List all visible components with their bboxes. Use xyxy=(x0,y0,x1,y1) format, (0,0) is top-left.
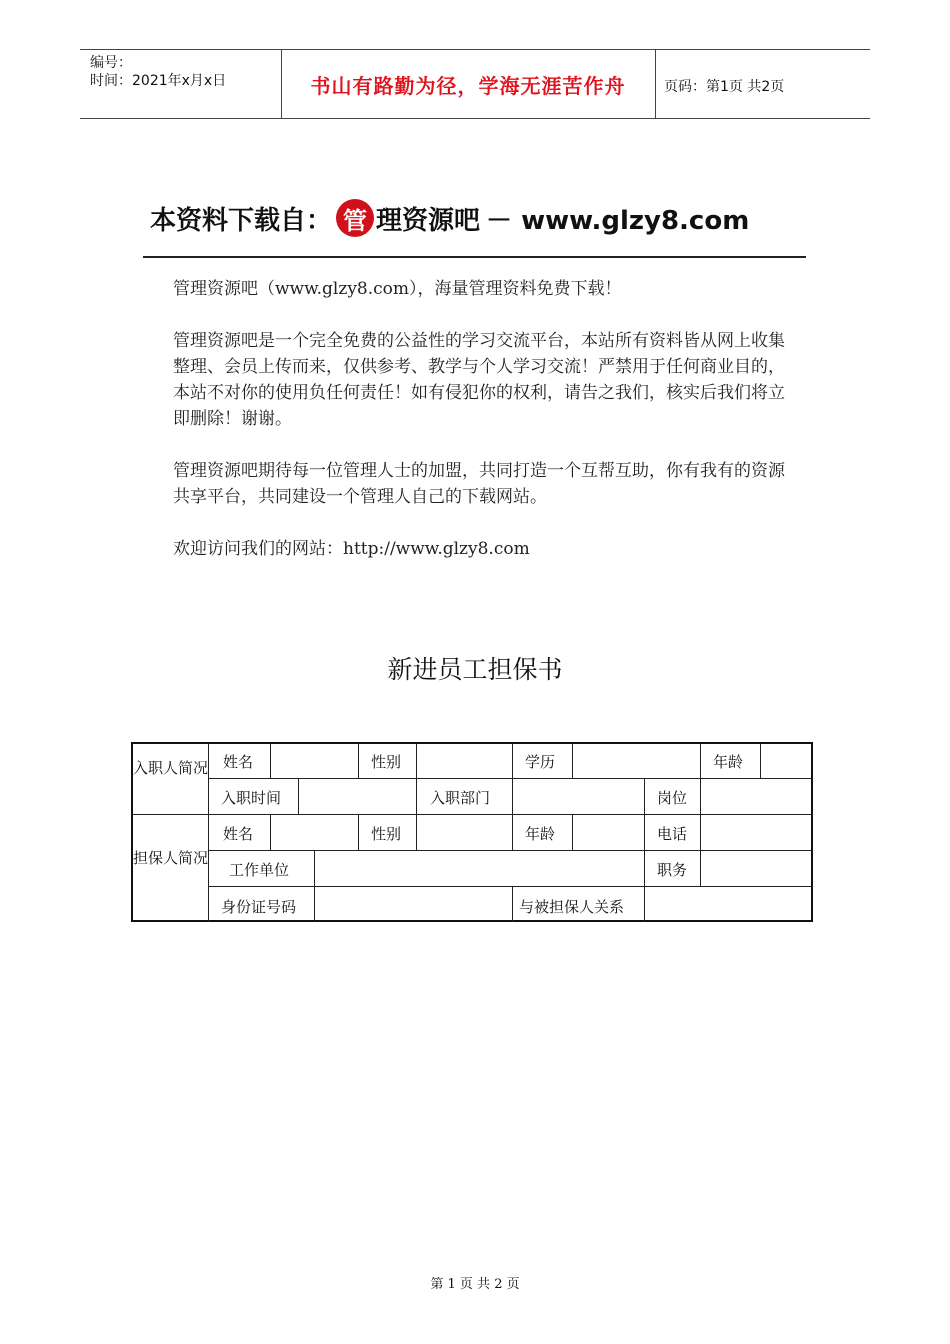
table-rule xyxy=(700,814,701,850)
intro-paragraph: 欢迎访问我们的网站：http://www.glzy8.com xyxy=(173,539,530,559)
banner-url[interactable]: － www.glzy8.com xyxy=(486,205,750,236)
table-rule xyxy=(644,778,645,814)
table-rule xyxy=(572,744,573,778)
table-rule xyxy=(314,850,315,886)
label-name: 姓名 xyxy=(223,753,254,771)
guarantee-form-table xyxy=(131,742,813,922)
banner-prefix: 本资料下载自： xyxy=(150,205,333,236)
label-education: 学历 xyxy=(525,753,556,771)
label-phone: 电话 xyxy=(657,825,688,843)
table-rule xyxy=(512,814,513,850)
table-rule xyxy=(208,744,209,922)
intro-paragraph: 管理资源吧是一个完全免费的公益性的学习交流平台，本站所有资料皆从网上收集整理、会员上传而来，仅供参考、教学与个人学习交流！严禁用于任何商业目的，本站不对你的使用负任何责任！如有侵犯你的权利，请告之我们，核实后我们将立即删除！谢谢。 xyxy=(173,331,785,429)
label-job-title: 职务 xyxy=(657,861,688,879)
document-date: 时间：2021年x月x日 xyxy=(90,73,227,89)
table-rule xyxy=(270,814,271,850)
table-rule xyxy=(644,850,645,886)
table-rule xyxy=(644,814,645,850)
table-rule xyxy=(512,778,513,814)
table-rule xyxy=(416,744,417,778)
table-rule xyxy=(760,744,761,778)
table-rule xyxy=(416,814,417,850)
label-employer: 工作单位 xyxy=(229,861,290,879)
table-rule xyxy=(512,744,513,778)
table-rule xyxy=(314,886,315,922)
table-rule xyxy=(572,814,573,850)
table-rule xyxy=(270,744,271,778)
label-gender: 性别 xyxy=(371,753,402,771)
intro-paragraph: 管理资源吧（www.glzy8.com），海量管理资料免费下载！ xyxy=(173,279,622,299)
table-rule xyxy=(358,814,359,850)
table-rule xyxy=(208,886,813,887)
table-rule xyxy=(700,744,701,778)
table-rule xyxy=(644,886,645,922)
label-hire-date: 入职时间 xyxy=(221,789,282,807)
table-rule xyxy=(358,744,359,778)
label-guarantor-gender: 性别 xyxy=(371,825,402,843)
intro-text xyxy=(173,276,793,588)
label-department: 入职部门 xyxy=(430,789,491,807)
section-label-new-hire: 入职人简况 xyxy=(133,759,209,777)
document-title: 新进员工担保书 xyxy=(387,655,563,684)
table-rule xyxy=(512,886,513,922)
label-position: 岗位 xyxy=(657,789,688,807)
header-divider xyxy=(655,50,656,118)
section-label-guarantor: 担保人简况 xyxy=(133,849,209,867)
label-relationship: 与被担保人关系 xyxy=(519,898,625,916)
table-rule xyxy=(133,814,813,815)
document-number-label: 编号： xyxy=(90,55,132,71)
label-guarantor-age: 年龄 xyxy=(525,825,556,843)
label-id-number: 身份证号码 xyxy=(221,898,297,916)
banner-divider xyxy=(143,256,806,258)
table-rule xyxy=(416,778,417,814)
header-meta xyxy=(90,54,226,90)
banner-site-name: 理资源吧 xyxy=(376,205,481,236)
label-age: 年龄 xyxy=(713,753,744,771)
table-rule xyxy=(700,850,701,886)
table-rule xyxy=(208,850,813,851)
table-rule xyxy=(298,778,299,814)
download-banner xyxy=(150,196,749,240)
site-logo-icon: 管 xyxy=(336,199,374,237)
table-rule xyxy=(700,778,701,814)
header-page-info: 页码：第1页 共2页 xyxy=(664,79,785,95)
label-guarantor-name: 姓名 xyxy=(223,825,254,843)
header-motto: 书山有路勤为径，学海无涯苦作舟 xyxy=(310,73,626,98)
page-header xyxy=(80,49,870,119)
intro-paragraph: 管理资源吧期待每一位管理人士的加盟，共同打造一个互帮互助，你有我有的资源共享平台，共同建设一个管理人自己的下载网站。 xyxy=(173,461,785,507)
page-footer: 第 1 页 共 2 页 xyxy=(430,1277,520,1292)
